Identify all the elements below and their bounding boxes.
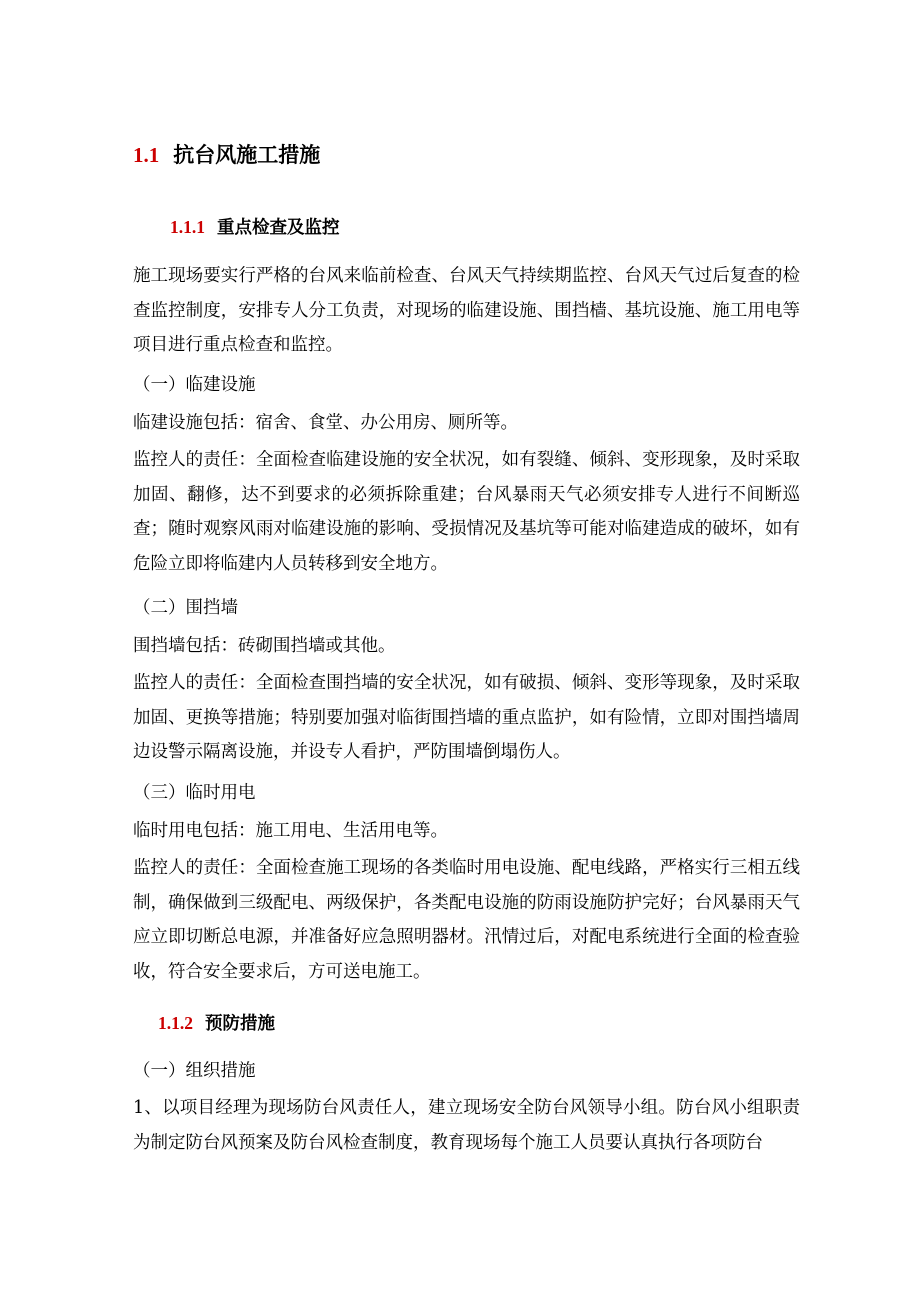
subsection-number-1: 1.1.1 xyxy=(170,217,205,237)
section-number: 1.1 xyxy=(133,143,160,167)
intro-paragraph: 施工现场要实行严格的台风来临前检查、台风天气持续期监控、台风天气过后复查的检查监控制度，安排专人分工负责，对现场的临建设施、围挡樯、基坑设施、施工用电等项目进行重点检查和监控。 xyxy=(133,266,800,355)
section-heading xyxy=(133,138,320,172)
item4-heading: （一）组织措施 xyxy=(133,1061,256,1081)
item2-heading: （二）围挡墙 xyxy=(133,598,238,618)
item3-includes: 临时用电包括：施工用电、生活用电等。 xyxy=(133,821,448,841)
item2-duty-paragraph: 监控人的责任：全面检查围挡墙的安全状况，如有破损、倾斜、变形等现象，及时采取加固、更换等措施；特别要加强对临街围挡墙的重点监护，如有险情，立即对围挡墙周边设警示隔离设施，并设专人看护，严防围墙倒塌伤人。 xyxy=(133,673,800,762)
item1-heading: （一）临建设施 xyxy=(133,375,256,395)
subsection-heading-1 xyxy=(170,212,340,243)
subsection-number-2: 1.1.2 xyxy=(158,1013,193,1033)
subsection-title-1: 重点检查及监控 xyxy=(217,218,340,238)
item1-duty-paragraph: 监控人的责任：全面检查临建设施的安全状况，如有裂缝、倾斜、变形现象，及时采取加固、翻修，达不到要求的必须拆除重建；台风暴雨天气必须安排专人进行不间断巡查；随时观察风雨对临建设施的影响、受损情况及基坑等可能对临建造成的破坏，如有危险立即将临建内人员转移到安全地方。 xyxy=(133,450,800,574)
item3-heading: （三）临时用电 xyxy=(133,783,256,803)
item3-duty-paragraph: 监控人的责任：全面检查施工现场的各类临时用电设施、配电线路，严格实行三相五线制，确保做到三级配电、两级保护，各类配电设施的防雨设施防护完好；台风暴雨天气应立即切断总电源，并准备好应急照明器材。汛情过后，对配电系统进行全面的检查验收，符合安全要求后，方可送电施工。 xyxy=(133,858,800,982)
item2-includes: 围挡墙包括：砖砌围挡墙或其他。 xyxy=(133,636,396,656)
section-title: 抗台风施工措施 xyxy=(173,142,321,167)
item4-paragraph: 1、以项目经理为现场防台风责任人，建立现场安全防台风领导小组。防台风小组职责为制定防台风预案及防台风检查制度，教育现场每个施工人员要认真执行各项防台 xyxy=(133,1098,800,1153)
item1-includes: 临建设施包括：宿舍、食堂、办公用房、厕所等。 xyxy=(133,413,518,433)
subsection-heading-2 xyxy=(158,1008,275,1039)
subsection-title-2: 预防措施 xyxy=(205,1014,275,1034)
